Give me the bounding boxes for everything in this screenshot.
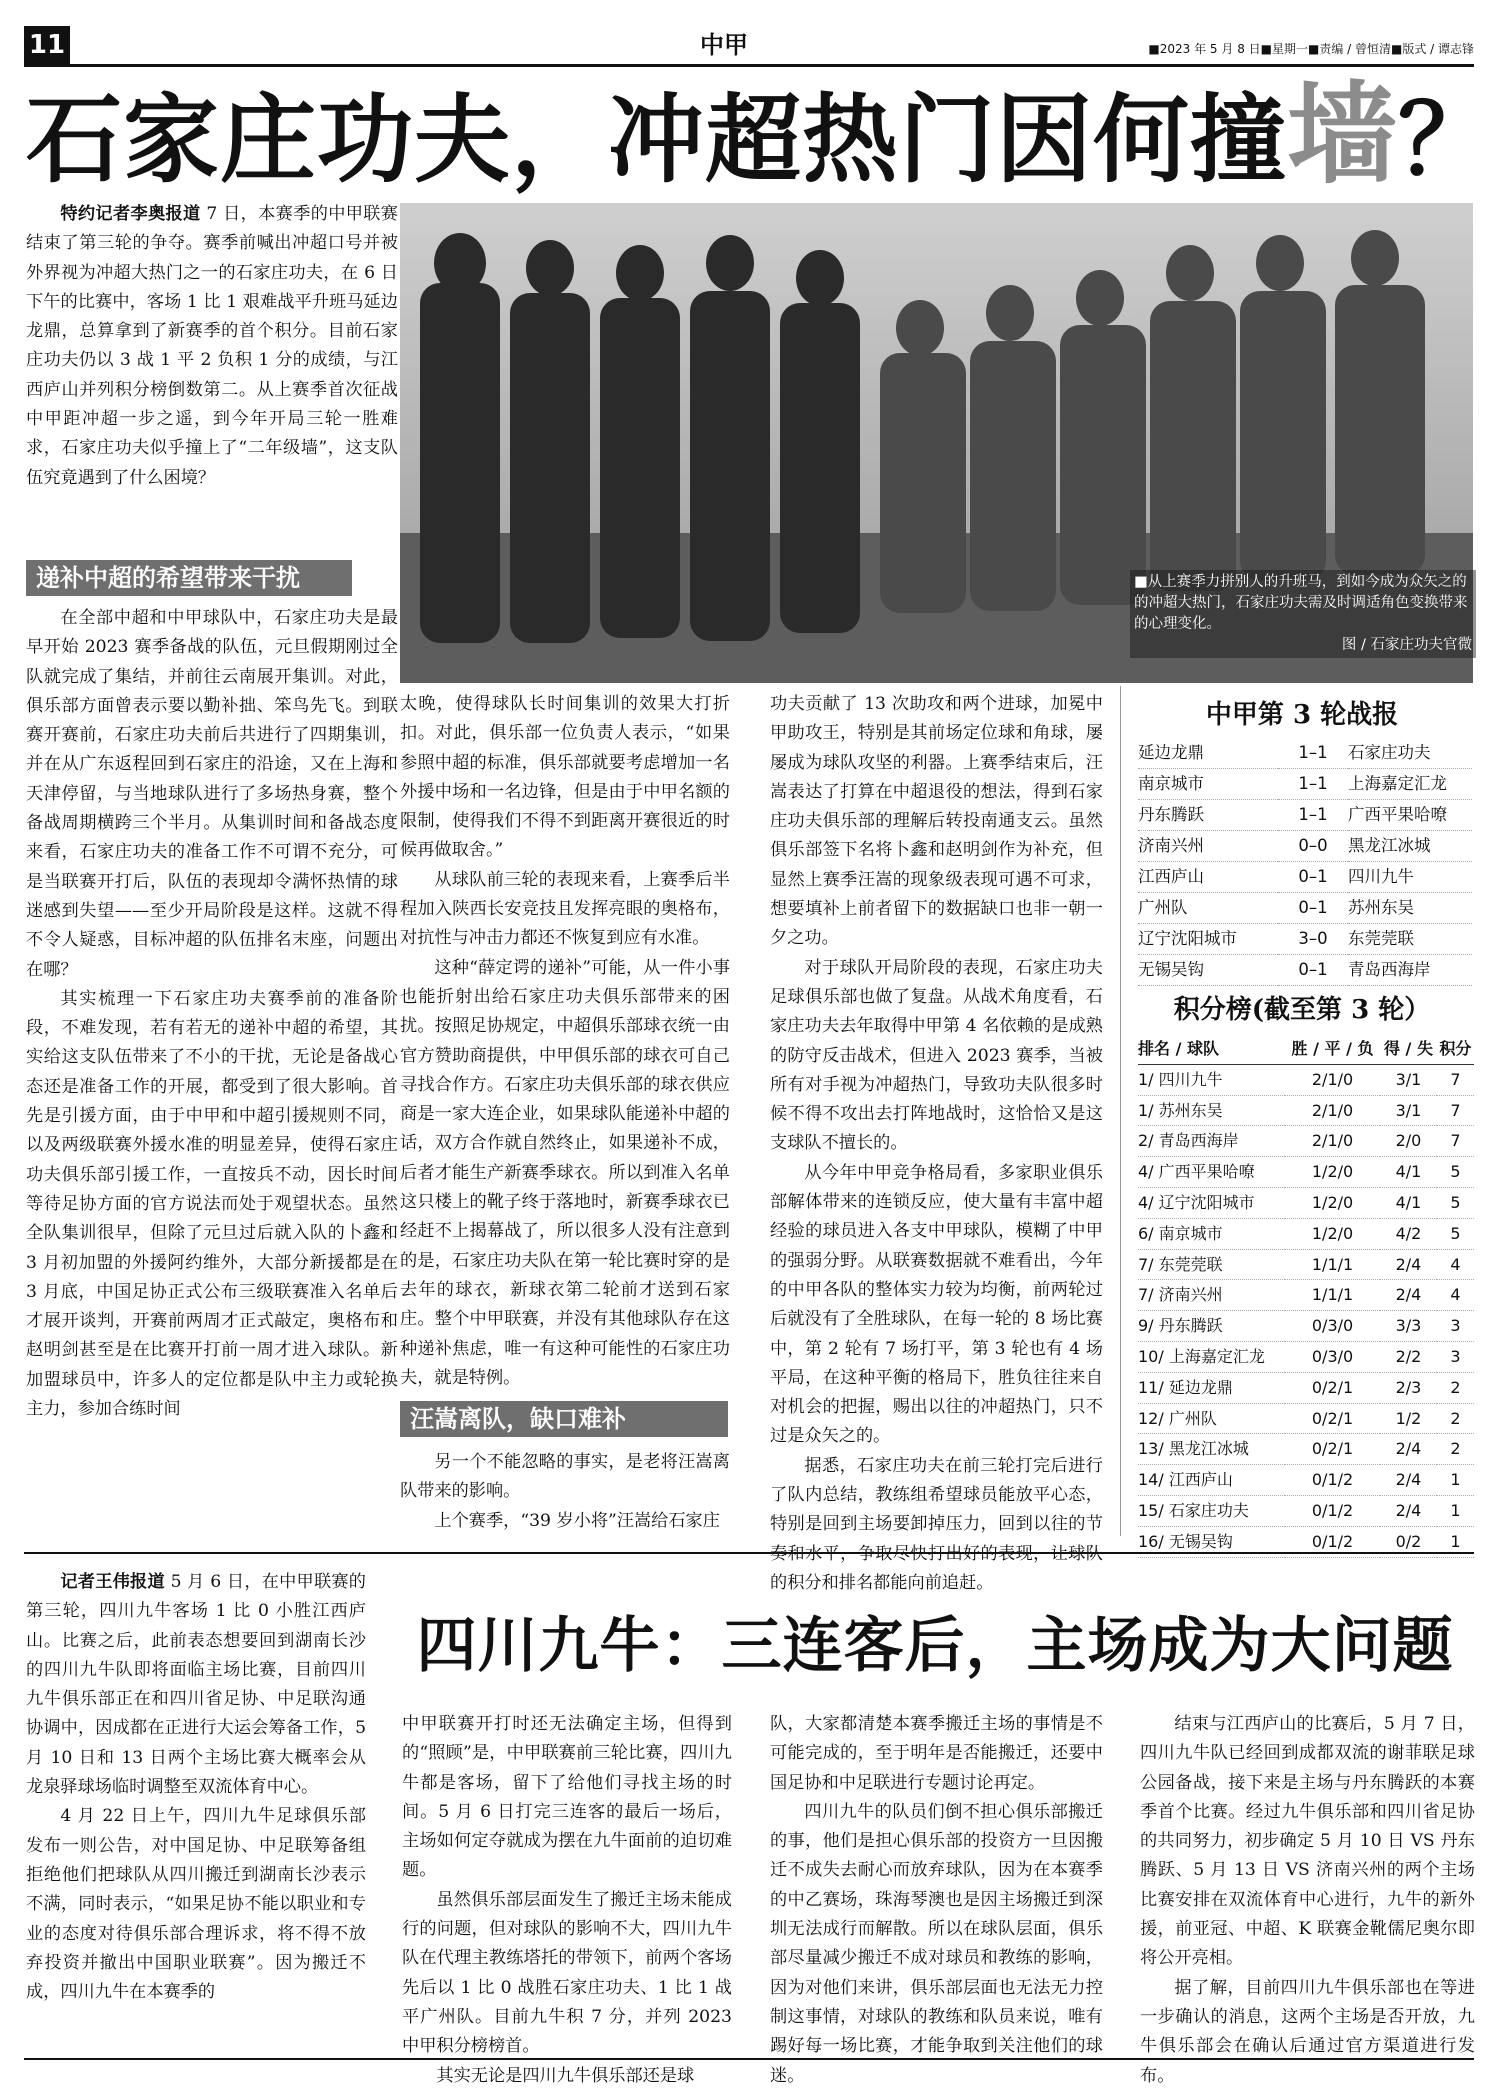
issue-meta: ■2023 年 5 月 8 日■星期一■责编 / 曾恒清■版式 / 谭志锋 — [1148, 42, 1474, 56]
standings-header-cell: 排名 / 球队 — [1138, 1034, 1285, 1064]
record: 2/1/0 — [1285, 1095, 1380, 1126]
home-team: 济南兴州 — [1138, 831, 1278, 862]
points: 2 — [1437, 1372, 1474, 1403]
away-team: 石家庄功夫 — [1348, 738, 1472, 769]
page-number: 11 — [24, 26, 70, 64]
headline-text: 石家庄功夫，冲超热门因何撞 — [26, 83, 1287, 196]
paragraph: 4 月 22 日上午，四川九牛足球俱乐部发布一则公告，对中国足协、中足联筹备组拒绝他们把球队从四川搬迁到湖南长沙表示不满，同时表示，“如果足协不能以职业和专业的态度对待俱乐部合理诉求，将不得不放弃投资并撤出中国职业联赛”。因为搬迁不成，四川九牛在本赛季的 — [26, 1806, 366, 2003]
points: 5 — [1437, 1218, 1474, 1249]
main-col-2b — [400, 1448, 730, 1536]
points: 3 — [1437, 1311, 1474, 1342]
headline-question: ？ — [1398, 83, 1495, 196]
goals: 3/1 — [1380, 1095, 1437, 1126]
score: 0–1 — [1278, 893, 1348, 924]
record: 0/3/0 — [1285, 1341, 1380, 1372]
away-team: 广西平果哈嘹 — [1348, 800, 1472, 831]
rank-team: 6/ 南京城市 — [1138, 1218, 1285, 1249]
standings-row — [1138, 1341, 1474, 1372]
result-row — [1138, 924, 1472, 955]
away-team: 黑龙江冰城 — [1348, 831, 1472, 862]
paragraph: 从球队前三轮的表现来看，上赛季后半程加入陕西长安竞技且发挥亮眼的奥格布，对抗性与冲击力都还不恢复到应有水准。 — [400, 869, 730, 949]
standings-row — [1138, 1064, 1474, 1095]
away-team: 东莞莞联 — [1348, 924, 1472, 955]
second-col-3 — [770, 1710, 1103, 2091]
goals: 2/2 — [1380, 1341, 1437, 1372]
goals: 0/2 — [1380, 1526, 1437, 1557]
rank-team: 1/ 苏州东吴 — [1138, 1095, 1285, 1126]
results-table — [1138, 738, 1472, 986]
paragraph: 四川九牛的队员们倒不担心俱乐部搬迁的事，他们是担心俱乐部的投资方一旦因搬迁不成失去耐心而放弃球队，因为在本赛季的中乙赛场，珠海琴澳也是因主场搬迁到深圳无法成行而解散。所以在球队层面，俱乐部尽量减少搬迁不成对球员和教练的影响，因为对他们来讲，俱乐部层面也无法无力控制这事情，对球队的教练和队员来说，唯有踢好每一场比赛，才能争取到关注他们的球迷。 — [770, 1801, 1103, 2086]
standings-header-cell: 得 / 失 — [1380, 1034, 1437, 1064]
main-col-1b — [26, 604, 398, 1424]
rank-team: 16/ 无锡吴钩 — [1138, 1526, 1285, 1557]
standings-row — [1138, 1495, 1474, 1526]
headline-grey-char: 墙 — [1287, 70, 1398, 199]
goals: 2/4 — [1380, 1465, 1437, 1496]
record: 2/1/0 — [1285, 1126, 1380, 1157]
standings-row — [1138, 1280, 1474, 1311]
standings-row — [1138, 1187, 1474, 1218]
photo-caption: ■从上赛季力拼别人的升班马，到如今成为众矢之的的冲超大热门，石家庄功夫需及时调适角色变换带来的心理变化。 图 / 石家庄功夫官微 — [1130, 570, 1476, 658]
paragraph: 队，大家都清楚本赛季搬迁主场的事情是不可能完成的，至于明年是否能搬迁，还要中国足协和中足联进行专题讨论再定。 — [770, 1714, 1103, 1793]
rank-team: 4/ 辽宁沈阳城市 — [1138, 1187, 1285, 1218]
paragraph: 另一个不能忽略的事实，是老将汪嵩离队带来的影响。 — [400, 1452, 730, 1502]
score: 0–1 — [1278, 955, 1348, 986]
goals: 4/2 — [1380, 1218, 1437, 1249]
standings-row — [1138, 1434, 1474, 1465]
home-team: 辽宁沈阳城市 — [1138, 924, 1278, 955]
second-headline: 四川九牛：三连客后，主场成为大问题 — [416, 1611, 1454, 1681]
record: 0/2/1 — [1285, 1372, 1380, 1403]
home-team: 无锡吴钩 — [1138, 955, 1278, 986]
goals: 2/4 — [1380, 1249, 1437, 1280]
home-team: 南京城市 — [1138, 769, 1278, 800]
goals: 2/3 — [1380, 1372, 1437, 1403]
standings-row — [1138, 1126, 1474, 1157]
second-col-2 — [402, 1710, 732, 2091]
paragraph: 其实无论是四川九牛俱乐部还是球 — [436, 2065, 695, 2086]
result-row — [1138, 800, 1472, 831]
record: 0/2/1 — [1285, 1403, 1380, 1434]
standings-header — [1138, 1034, 1474, 1064]
paragraph: 对于球队开局阶段的表现，石家庄功夫足球俱乐部也做了复盘。从战术角度看，石家庄功夫去年取得中甲第 4 名依赖的是成熟的防守反击战术，但进入 2023 赛季，当被所有对手视为冲超热门，导致功夫队很多时候不得不攻出去打阵地战时，这恰恰又是这支球队不擅长的。 — [770, 957, 1103, 1154]
results-title: 中甲第 3 轮战报 — [1205, 700, 1399, 730]
score: 3–0 — [1278, 924, 1348, 955]
rank-team: 4/ 广西平果哈嘹 — [1138, 1157, 1285, 1188]
main-col-1 — [26, 200, 398, 493]
score: 0–0 — [1278, 831, 1348, 862]
paragraph: 在全部中超和中甲球队中，石家庄功夫是最早开始 2023 赛季备战的队伍，元旦假期刚过全队就完成了集结，并前往云南展开集训。对此，俱乐部方面曾表示要以勤补拙、笨鸟先飞。到联赛开赛前，石家庄功夫前后共进行了四期集训，并在从广东返程回到石家庄的沿途，又在上海和天津停留，与当地球队进行了多场热身赛，整个备战周期横跨三个半月。从集训时间和备战态度来看，石家庄功夫的准备工作不可谓不充分，可是当联赛开打后，队伍的表现却令满怀热情的球迷感到失望——至少开局阶段是这样。这就不得不令人疑惑，目标冲超的队伍排名末座，问题出在哪？ — [26, 608, 398, 980]
points: 1 — [1437, 1526, 1474, 1557]
main-col-3 — [770, 690, 1103, 1598]
section-title: 中甲 — [700, 31, 748, 59]
away-team: 苏州东吴 — [1348, 893, 1472, 924]
points: 7 — [1437, 1095, 1474, 1126]
paragraph: 这种“薛定谔的递补”可能，从一件小事也能折射出给石家庄功夫俱乐部带来的困扰。按照足协规定，中超俱乐部球衣统一由官方赞助商提供，中甲俱乐部的球衣可自己寻找合作方。石家庄功夫俱乐部的球衣供应商是一家大连企业，如果球队能递补中超的话，双方合作就自然终止，如果递补不成，后者才能生产新赛季球衣。所以到准入名单这只楼上的靴子终于落地时，新赛季球衣已经赶不上揭幕战了，所以很多人没有注意到的是，石家庄功夫队在第一轮比赛时穿的是去年的球衣，新球衣第二轮前才送到石家庄。整个中甲联赛，并没有其他球队存在这种递补焦虑，唯一有这种可能性的石家庄功夫，就是特例。 — [400, 957, 730, 1388]
home-team: 延边龙鼎 — [1138, 738, 1278, 769]
record: 1/1/1 — [1285, 1249, 1380, 1280]
points: 1 — [1437, 1495, 1474, 1526]
standings-row — [1138, 1403, 1474, 1434]
standings-table — [1138, 1034, 1474, 1558]
result-row — [1138, 769, 1472, 800]
points: 3 — [1437, 1341, 1474, 1372]
paragraph: 结束与江西庐山的比赛后，5 月 7 日，四川九牛队已经回到成都双流的谢菲联足球公园备战，接下来是主场与丹东腾跃的本赛季首个比赛。经过九牛俱乐部和四川省足协的共同努力，初步确定 5 月 10 日 VS 丹东腾跃、5 月 13 日 VS 济南兴州的两个主场比赛安排在双流体育中心进行，九牛的新外援，前亚冠、中超、K 联赛金靴儒尼奥尔即将公开亮相。 — [1140, 1714, 1475, 1969]
result-row — [1138, 862, 1472, 893]
rank-team: 7/ 东莞莞联 — [1138, 1249, 1285, 1280]
paragraph: 从今年中甲竞争格局看，多家职业俱乐部解体带来的连锁反应，使大量有丰富中超经验的球员进入各支中甲球队，模糊了中甲的强弱分野。从联赛数据就不难看出，今年的中甲各队的整体实力较为均衡，前两轮过后就没有了全胜球队，在每一轮的 8 场比赛中，第 2 轮有 7 场打平，第 3 轮也有 4 场平局，在这种平衡的格局下，胜负往往来自对机会的把握，赐出以往的冲超热门，只不过是众矢之的。 — [770, 1162, 1103, 1447]
rank-team: 12/ 广州队 — [1138, 1403, 1285, 1434]
standings-title: 积分榜(截至第 3 轮） — [1173, 995, 1431, 1025]
standings-row — [1138, 1372, 1474, 1403]
standings-row — [1138, 1249, 1474, 1280]
points: 1 — [1437, 1465, 1474, 1496]
score: 1–1 — [1278, 769, 1348, 800]
points: 5 — [1437, 1187, 1474, 1218]
away-team: 青岛西海岸 — [1348, 955, 1472, 986]
record: 1/2/0 — [1285, 1218, 1380, 1249]
record: 2/1/0 — [1285, 1064, 1380, 1095]
paragraph: 其实梳理一下石家庄功夫赛季前的准备阶段，不难发现，若有若无的递补中超的希望，其实给这支队伍带来了不小的干扰，无论是备战心态还是准备工作的开展，都受到了很大影响。首先是引援方面，由于中甲和中超引援规则不同，以及两级联赛外援水准的明显差异，使得石家庄功夫俱乐部引援工作，一直按兵不动，因长时间等待足协方面的官方说法而处于观望状态。虽然全队集训很早，但除了元旦过后就入队的卜鑫和 3 月初加盟的外援阿约维外，大部分新援都是在 3 月底，中国足协正式公布三级联赛准入名单后才展开谈判，开赛前两周才正式敲定，奥格布和赵明剑甚至是在比赛开打前一周才进入球队。新加盟球员中，许多人的定位都是队中主力或轮换主力，参加合练时间 — [26, 988, 398, 1420]
result-row — [1138, 738, 1472, 769]
points: 4 — [1437, 1280, 1474, 1311]
paragraph: 记者王伟报道 5 月 6 日，在中甲联赛的第三轮，四川九牛客场 1 比 0 小胜江西庐山。比赛之后，此前表态想要回到湖南长沙的四川九牛队即将面临主场比赛，目前四川九牛俱乐部正在和四川省足协、中足联沟通协调中，因成都在正进行大运会筹备工作，5 月 10 日和 13 日两个主场比赛大概率会从龙泉驿球场临时调整至双流体育中心。 — [26, 1572, 366, 1798]
standings-header-cell: 胜 / 平 / 负 — [1285, 1034, 1380, 1064]
record: 0/3/0 — [1285, 1311, 1380, 1342]
goals: 4/1 — [1380, 1157, 1437, 1188]
second-col-1 — [26, 1568, 366, 2007]
record: 0/2/1 — [1285, 1434, 1380, 1465]
sidebar-divider — [1120, 686, 1121, 1536]
goals: 2/0 — [1380, 1126, 1437, 1157]
record: 1/1/1 — [1285, 1280, 1380, 1311]
paragraph: 虽然俱乐部层面发生了搬迁主场未能成行的问题，但对球队的影响不大，四川九牛队在代理主教练塔托的带领下，前两个客场先后以 1 比 0 战胜石家庄功夫、1 比 1 战平广州队。目前九牛积 7 分，并列 2023 中甲积分榜榜首。 — [402, 1889, 732, 2057]
goals: 1/2 — [1380, 1403, 1437, 1434]
points: 7 — [1437, 1126, 1474, 1157]
record: 1/2/0 — [1285, 1157, 1380, 1188]
goals: 4/1 — [1380, 1187, 1437, 1218]
rank-team: 10/ 上海嘉定汇龙 — [1138, 1341, 1285, 1372]
home-team: 江西庐山 — [1138, 862, 1278, 893]
score: 0–1 — [1278, 862, 1348, 893]
rank-team: 11/ 延边龙鼎 — [1138, 1372, 1285, 1403]
goals: 2/4 — [1380, 1495, 1437, 1526]
result-row — [1138, 955, 1472, 986]
score: 1–1 — [1278, 800, 1348, 831]
points: 5 — [1437, 1157, 1474, 1188]
rank-team: 13/ 黑龙江冰城 — [1138, 1434, 1285, 1465]
rank-team: 1/ 四川九牛 — [1138, 1064, 1285, 1095]
result-row — [1138, 831, 1472, 862]
rank-team: 9/ 丹东腾跃 — [1138, 1311, 1285, 1342]
rank-team: 14/ 江西庐山 — [1138, 1465, 1285, 1496]
standings-row — [1138, 1311, 1474, 1342]
goals: 3/3 — [1380, 1311, 1437, 1342]
points: 2 — [1437, 1434, 1474, 1465]
points: 4 — [1437, 1249, 1474, 1280]
rank-team: 7/ 济南兴州 — [1138, 1280, 1285, 1311]
paragraph: 上个赛季，“39 岁小将”汪嵩给石家庄 — [434, 1510, 720, 1531]
away-team: 上海嘉定汇龙 — [1348, 769, 1472, 800]
main-col-2 — [400, 690, 730, 1393]
main-headline — [26, 70, 1495, 199]
story-divider — [24, 1552, 1474, 1554]
second-col-4 — [1140, 1710, 1475, 2091]
points: 7 — [1437, 1064, 1474, 1095]
record: 0/1/2 — [1285, 1526, 1380, 1557]
paragraph: 据了解，目前四川九牛俱乐部也在等进一步确认的消息，这两个主场是否开放，九牛俱乐部会在确认后通过官方渠道进行发布。 — [1140, 1977, 1475, 2086]
goals: 2/4 — [1380, 1434, 1437, 1465]
paragraph: 太晚，使得球队长时间集训的效果大打折扣。对此，俱乐部一位负责人表示，“如果参照中超的标准，俱乐部就要考虑增加一名外援中场和一名边锋，但是由于中甲名额的限制，使得我们不得不到距离开赛很近的时候再做取舍。” — [400, 694, 730, 861]
record: 0/1/2 — [1285, 1465, 1380, 1496]
score: 1–1 — [1278, 738, 1348, 769]
subhead-1: 递补中超的希望带来干扰 — [26, 560, 352, 596]
record: 0/1/2 — [1285, 1495, 1380, 1526]
subhead-2: 汪嵩离队，缺口难补 — [400, 1401, 728, 1437]
rank-team: 2/ 青岛西海岸 — [1138, 1126, 1285, 1157]
paragraph: 功夫贡献了 13 次助攻和两个进球，加冕中甲助攻王，特别是其前场定位球和角球，屡屡成为球队攻坚的利器。上赛季结束后，汪嵩表达了打算在中超退役的想法，得到石家庄功夫俱乐部的理解后转投南通支云。虽然俱乐部签下名将卜鑫和赵明剑作为补充，但显然上赛季汪嵩的现象级表现可遇不可求，想要填补上前者留下的数据缺口也非一朝一夕之功。 — [770, 694, 1103, 949]
paragraph: 中甲联赛开打时还无法确定主场，但得到的“照顾”是，中甲联赛前三轮比赛，四川九牛都是客场，留下了给他们寻找主场的时间。5 月 6 日打完三连客的最后一场后，主场如何定夺就成为摆在九牛面前的迫切难题。 — [402, 1714, 732, 1881]
paragraph: 据悉，石家庄功夫在前三轮打完后进行了队内总结，教练组希望球员能放平心态，特别是回到主场要卸掉压力，回到以往的节奏和水平，争取尽快打出好的表现，让球队的积分和排名都能向前追赶。 — [770, 1455, 1103, 1593]
bottom-rule — [24, 2058, 1474, 2060]
standings-header-cell: 积分 — [1437, 1034, 1474, 1064]
record: 1/2/0 — [1285, 1187, 1380, 1218]
lead-paragraph: 特约记者李奥报道 7 日，本赛季的中甲联赛结束了第三轮的争夺。赛季前喊出冲超口号并被外界视为冲超大热门之一的石家庄功夫，在 6 日下午的比赛中，客场 1 比 1 艰难战平升班马延边龙鼎，总算拿到了新赛季的首个积分。目前石家庄功夫仍以 3 战 1 平 2 负积 1 分的成绩，与江西庐山并列积分榜倒数第二。从上赛季首次征战中甲距冲超一步之遥，到今年开局三轮一胜难求，石家庄功夫似乎撞上了“二年级墙”，这支队伍究竟遇到了什么困境？ — [26, 204, 398, 488]
result-row — [1138, 893, 1472, 924]
standings-row — [1138, 1218, 1474, 1249]
standings-row — [1138, 1465, 1474, 1496]
goals: 3/1 — [1380, 1064, 1437, 1095]
standings-row — [1138, 1095, 1474, 1126]
photo-credit: 图 / 石家庄功夫官微 — [1341, 637, 1472, 653]
points: 2 — [1437, 1403, 1474, 1434]
byline: 记者王伟报道 — [60, 1572, 165, 1592]
home-team: 丹东腾跃 — [1138, 800, 1278, 831]
standings-row — [1138, 1157, 1474, 1188]
rank-team: 15/ 石家庄功夫 — [1138, 1495, 1285, 1526]
goals: 2/4 — [1380, 1280, 1437, 1311]
home-team: 广州队 — [1138, 893, 1278, 924]
byline: 特约记者李奥报道 — [60, 204, 201, 224]
away-team: 四川九牛 — [1348, 862, 1472, 893]
